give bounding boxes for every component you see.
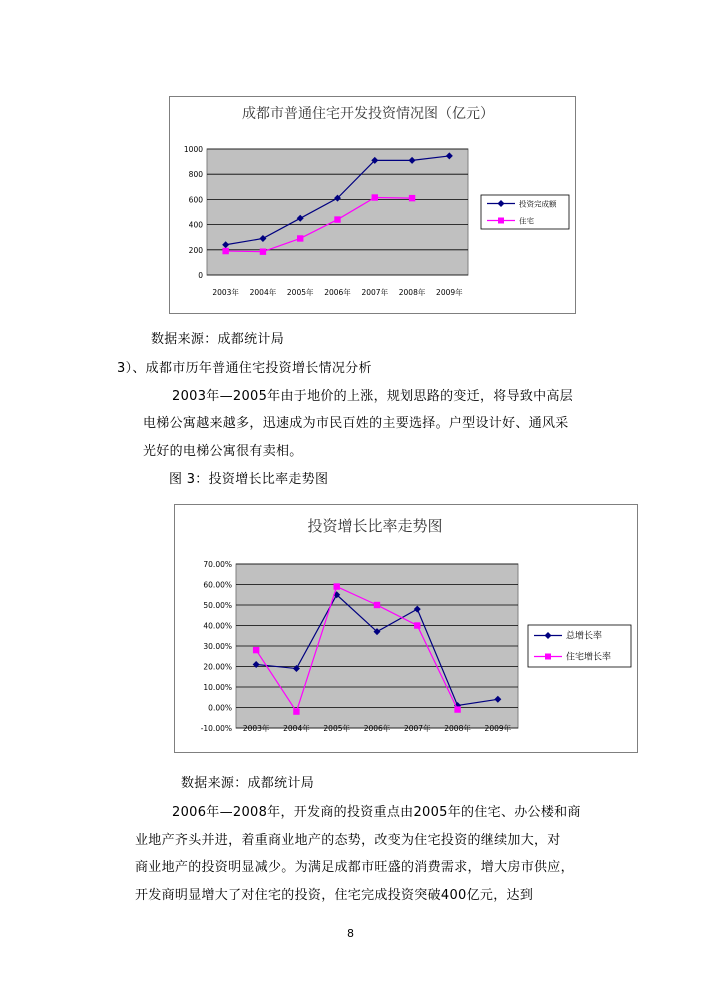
chart1-xtick-label: 2004年 (249, 288, 277, 297)
chart-1-frame (169, 96, 576, 314)
chart2-ytick-label: 60.00% (203, 580, 232, 590)
paragraph-1-line-2: 电梯公寓越来越多，迅速成为市民百姓的主要选择。户型设计好、通风采 (143, 416, 569, 431)
chart1-ytick-label: 400 (188, 220, 203, 230)
source-note-2: 数据来源：成都统计局 (181, 776, 315, 791)
chart1-ytick-label: 600 (188, 195, 203, 205)
chart1-legend-label-2: 住宅 (519, 216, 534, 226)
chart-1 (170, 97, 575, 313)
chart1-xtick-label: 2005年 (286, 288, 314, 297)
paragraph-1-line-1: 2003年—2005年由于地价的上涨，规划思路的变迁，将导致中高层 (172, 389, 574, 404)
chart2-xtick-label: 2005年 (323, 724, 351, 733)
chart2-ytick-label: 20.00% (203, 662, 232, 672)
figure-3-caption: 图 3：投资增长比率走势图 (169, 472, 329, 487)
page-number: 8 (347, 927, 354, 940)
chart2-data-point-square (253, 647, 259, 653)
chart1-ytick-label: 1000 (183, 145, 203, 154)
chart2-data-point-square (374, 602, 380, 608)
chart1-data-point-square (372, 194, 378, 200)
chart1-xtick-label: 2008年 (398, 288, 426, 297)
chart-2 (175, 505, 637, 752)
chart1-data-point-square (222, 248, 228, 254)
chart2-legend-label-2: 住宅增长率 (566, 652, 612, 663)
chart2-xtick-label: 2006年 (363, 724, 391, 733)
chart2-legend-marker-square (545, 654, 551, 660)
chart2-ytick-label: 70.00% (203, 560, 232, 569)
chart2-ytick-label: 50.00% (203, 601, 232, 610)
chart1-xtick-label: 2009年 (436, 288, 463, 297)
chart2-xtick-label: 2004年 (283, 724, 310, 733)
chart1-data-point-square (260, 248, 266, 254)
paragraph-2-line-2: 业地产齐头并进，着重商业地产的态势，改变为住宅投资的继续加大，对 (135, 833, 561, 848)
chart2-ytick-label: 40.00% (203, 621, 232, 631)
paragraph-2-line-3: 商业地产的投资明显减少。为满足成都市旺盛的消费需求，增大房市供应， (135, 860, 574, 875)
chart1-xtick-label: 2003年 (212, 288, 239, 297)
chart2-ytick-label: 10.00% (203, 683, 232, 692)
chart2-xtick-label: 2009年 (484, 724, 512, 733)
chart2-data-point-square (414, 622, 420, 628)
chart1-ytick-label: 200 (188, 245, 203, 255)
chart-2-frame (174, 504, 638, 753)
paragraph-1-line-3: 光好的电梯公寓很有卖相。 (143, 444, 303, 459)
chart1-data-point-square (297, 235, 303, 241)
chart1-legend-label-1: 投资完成额 (519, 199, 557, 209)
chart1-data-point-square (334, 216, 340, 222)
chart2-xtick-label: 2008年 (444, 724, 471, 733)
chart2-ytick-label: -10.00% (200, 724, 232, 733)
chart1-legend-marker-square (498, 218, 504, 224)
chart2-xtick-label: 2007年 (403, 724, 431, 733)
chart1-ytick-label: 0 (198, 271, 203, 280)
chart2-legend-label-1: 总增长率 (566, 631, 603, 642)
chart1-title: 成都市普通住宅开发投资情况图（亿元） (242, 106, 494, 122)
chart2-data-point-square (454, 706, 460, 712)
chart1-data-point-square (409, 195, 415, 201)
chart2-ytick-label: 0.00% (208, 703, 232, 713)
chart2-title: 投资增长比率走势图 (307, 517, 443, 535)
chart1-ytick-label: 800 (188, 170, 203, 180)
chart2-data-point-square (334, 583, 340, 589)
paragraph-2-line-1: 2006年—2008年，开发商的投资重点由2005年的住宅、办公楼和商 (172, 805, 581, 820)
chart1-xtick-label: 2007年 (361, 288, 389, 297)
paragraph-2-line-4: 开发商明显增大了对住宅的投资，住宅完成投资突破400亿元，达到 (135, 888, 534, 903)
chart2-xtick-label: 2003年 (242, 724, 270, 733)
chart2-data-point-square (293, 708, 299, 714)
chart2-ytick-label: 30.00% (203, 642, 232, 651)
section-heading-3: 3）、成都市历年普通住宅投资增长情况分析 (117, 361, 372, 376)
chart1-xtick-label: 2006年 (324, 288, 351, 297)
source-note-1: 数据来源：成都统计局 (151, 332, 285, 347)
chart1-plot-area (207, 149, 468, 275)
